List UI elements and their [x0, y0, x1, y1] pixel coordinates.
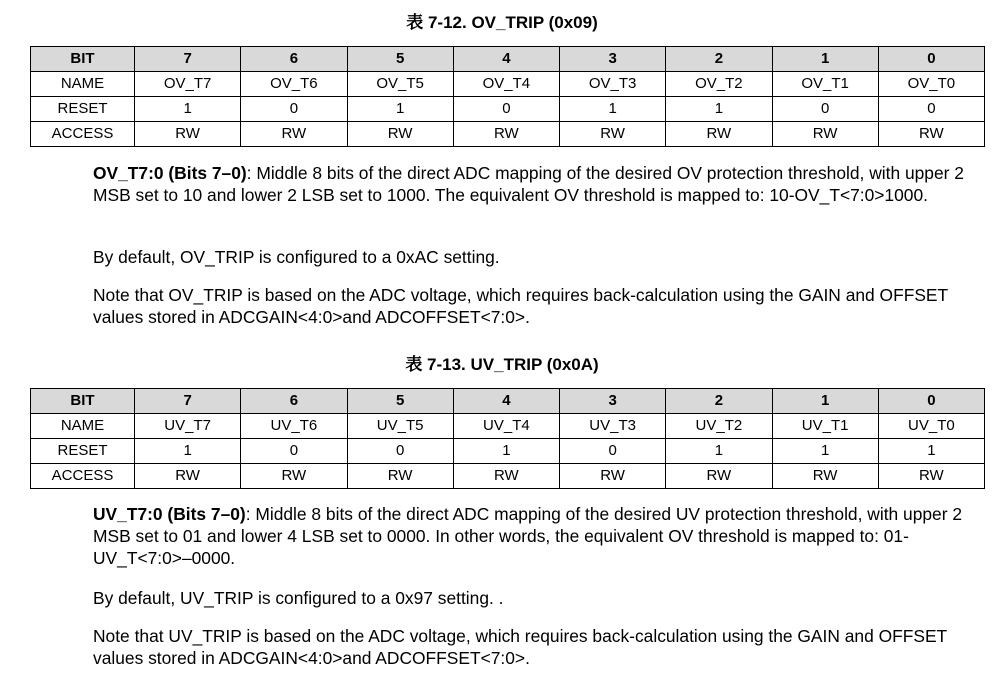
uv-header-cell: 2 [666, 389, 772, 414]
ov-header-cell: 3 [560, 47, 666, 72]
ov-header-cell: 5 [347, 47, 453, 72]
table-cell: OV_T4 [453, 72, 559, 97]
table-cell: UV_T2 [666, 414, 772, 439]
uv-note-text: Note that UV_TRIP is based on the ADC voltage, which requires back-calculation using the GAIN and OFFSET values stored in ADCGAIN<4:0>and ADCOFFSET<7:0>. [93, 626, 947, 668]
table-cell: RW [878, 122, 984, 147]
uv-header-cell: 0 [878, 389, 984, 414]
table-cell: OV_T5 [347, 72, 453, 97]
table-cell: UV_T7 [135, 414, 241, 439]
ov-access-row [31, 122, 985, 147]
table-cell: 0 [347, 439, 453, 464]
uv-header-cell: 5 [347, 389, 453, 414]
table-cell: 1 [347, 97, 453, 122]
table-cell: RESET [31, 97, 135, 122]
table-cell: 1 [135, 97, 241, 122]
uv-field-name: UV_T7:0 (Bits 7–0) [93, 504, 246, 524]
table-cell: RW [135, 122, 241, 147]
table-cell: 0 [453, 97, 559, 122]
table-cell: RW [241, 464, 347, 489]
ov-header-cell: 6 [241, 47, 347, 72]
table-cell: OV_T2 [666, 72, 772, 97]
uv-table-header-row [31, 389, 985, 414]
table-cell: 1 [453, 439, 559, 464]
uv-header-cell: 7 [135, 389, 241, 414]
ov-field-description [93, 162, 978, 206]
ov-header-cell: 4 [453, 47, 559, 72]
ov-note-text: Note that OV_TRIP is based on the ADC voltage, which requires back-calculation using the GAIN and OFFSET values stored in ADCGAIN<4:0>and ADCOFFSET<7:0>. [93, 285, 948, 327]
table-cell: RW [666, 464, 772, 489]
uv-header-cell: 6 [241, 389, 347, 414]
uv-reset-row [31, 439, 985, 464]
uv-table-caption: 表 7-13. UV_TRIP (0x0A) [405, 355, 599, 374]
table-cell: 1 [772, 439, 878, 464]
table-cell: UV_T0 [878, 414, 984, 439]
table-cell: UV_T3 [560, 414, 666, 439]
table-cell: UV_T6 [241, 414, 347, 439]
ov-field-text: : Middle 8 bits of the direct ADC mapping of the desired OV protection threshold, with upper 2 MSB set to 10 and lower 2 LSB set to 1000. The equivalent OV threshold is mapped to: 10-OV_T<7:0>1000. [93, 163, 964, 205]
table-cell: 0 [772, 97, 878, 122]
table-cell: RW [241, 122, 347, 147]
ov-reset-row [31, 97, 985, 122]
table-cell: 0 [241, 97, 347, 122]
uv-field-text: : Middle 8 bits of the direct ADC mapping of the desired UV protection threshold, with upper 2 MSB set to 01 and lower 4 LSB set to 0000. In other words, the equivalent OV threshold is mapped to: 01-UV_T<7:0>–0000. [93, 504, 963, 568]
table-cell: 1 [666, 97, 772, 122]
table-cell: RW [347, 464, 453, 489]
table-cell: 0 [560, 439, 666, 464]
table-cell: RW [347, 122, 453, 147]
table-cell: OV_T6 [241, 72, 347, 97]
table-cell: RW [560, 122, 666, 147]
table-cell: UV_T4 [453, 414, 559, 439]
uv-field-description [93, 503, 978, 569]
table-cell: OV_T1 [772, 72, 878, 97]
table-cell: ACCESS [31, 122, 135, 147]
ov-table-caption: 表 7-12. OV_TRIP (0x09) [406, 13, 598, 32]
uv-header-cell: 1 [772, 389, 878, 414]
table-cell: RW [560, 464, 666, 489]
table-cell: OV_T3 [560, 72, 666, 97]
table-cell: UV_T1 [772, 414, 878, 439]
table-cell: OV_T7 [135, 72, 241, 97]
table-cell: 1 [666, 439, 772, 464]
ov-name-row [31, 72, 985, 97]
table-cell: 1 [560, 97, 666, 122]
uv-header-cell: 3 [560, 389, 666, 414]
table-cell: 0 [878, 97, 984, 122]
table-cell: RW [135, 464, 241, 489]
table-cell: RESET [31, 439, 135, 464]
table-cell: UV_T5 [347, 414, 453, 439]
table-cell: NAME [31, 414, 135, 439]
uv-header-cell: 4 [453, 389, 559, 414]
ov-header-cell: 0 [878, 47, 984, 72]
table-cell: 0 [241, 439, 347, 464]
table-cell: RW [453, 122, 559, 147]
uv-access-row [31, 464, 985, 489]
table-cell: RW [453, 464, 559, 489]
table-cell: 1 [135, 439, 241, 464]
table-cell: 1 [878, 439, 984, 464]
ov-header-cell: 1 [772, 47, 878, 72]
ov-table-header-row [31, 47, 985, 72]
table-cell: RW [772, 122, 878, 147]
table-cell: RW [666, 122, 772, 147]
uv-header-cell: BIT [31, 389, 135, 414]
table-cell: NAME [31, 72, 135, 97]
table-cell: RW [878, 464, 984, 489]
uv-register-table [30, 388, 985, 489]
table-cell: ACCESS [31, 464, 135, 489]
ov-register-table [30, 46, 985, 147]
table-cell: RW [772, 464, 878, 489]
uv-default-text: By default, UV_TRIP is configured to a 0x97 setting. . [93, 588, 504, 608]
ov-header-cell: 2 [666, 47, 772, 72]
ov-header-cell: BIT [31, 47, 135, 72]
ov-default-text: By default, OV_TRIP is configured to a 0xAC setting. [93, 247, 500, 267]
ov-field-name: OV_T7:0 (Bits 7–0) [93, 163, 247, 183]
table-cell: OV_T0 [878, 72, 984, 97]
uv-name-row [31, 414, 985, 439]
ov-header-cell: 7 [135, 47, 241, 72]
